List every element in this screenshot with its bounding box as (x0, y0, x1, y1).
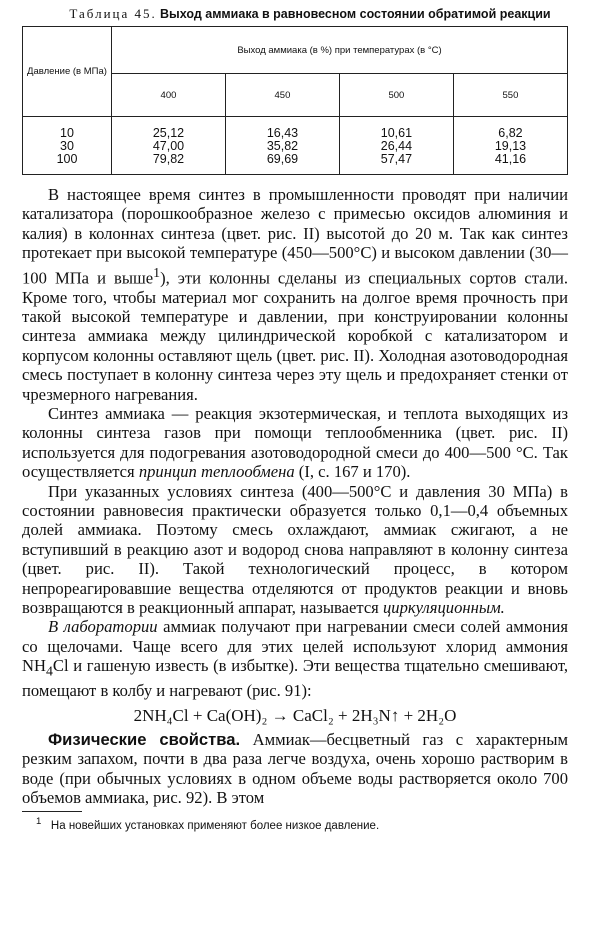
table-cell: 69,69 (266, 152, 299, 166)
table-cell: 26,44 (380, 139, 413, 153)
yield-column-400 (112, 117, 226, 175)
table-cell: 6,82 (498, 126, 523, 140)
table-cell: 35,82 (266, 139, 299, 153)
header-yield: Выход аммиака (в %) при температурах (в °С) (112, 27, 568, 74)
pressure-10: 10 (60, 126, 74, 140)
body-text (22, 185, 568, 807)
table-cell: 10,61 (380, 126, 413, 140)
table-row (23, 117, 568, 175)
footnote-ref: 1 (153, 264, 161, 280)
yield-column-550 (453, 117, 567, 175)
text-run: Синтез аммиака — реакция экзотермическая, и теплота выходящих из колонны синтеза газов при помощи теплообменника (цвет. рис. II) используется для подогревания азотоводородной смеси до 400—500 °С. Так осуществляется (22, 404, 568, 482)
yield-column-450 (225, 117, 339, 175)
section-heading: Физические свойства. (48, 729, 241, 749)
text-run: (I, с. 167 и 170). (294, 462, 411, 482)
pressure-30: 30 (60, 139, 74, 153)
paragraph-heat-exchange (22, 404, 568, 482)
footnote-text: На новейших установках применяют более низкое давление. (50, 820, 380, 833)
paragraph-circulation (22, 482, 568, 618)
ammonia-yield-table (22, 26, 568, 175)
paragraph-industrial-synthesis (22, 185, 568, 404)
text-run: аммиак получают при нагревании смеси солей аммония со щелочами. Чаще всего для этих целей используют хлорид аммония NH (22, 617, 568, 676)
footnote-mark: 1 (36, 816, 42, 828)
text-run: При указанных условиях синтеза (400—500°С и давления 30 МПа) в состоянии равновесия практически образуется только 0,1—0,4 объемных долей аммиака. Поэтому смесь охлаждают, аммиак сжигают, а не вступивший в реакцию азот и водород снова направляют в колонну синтеза (цвет. рис. II). Такой технологический процесс, в котором непрореагировавшие вещества отделяются от продуктов реакции и вновь возвращаются в реакционный аппарат, называется (22, 481, 568, 618)
text-run: Cl и гашеную известь (в избытке). Эти вещества тщательно смешивают, помещают в колбу и нагревают (рис. 91): (22, 656, 568, 700)
subscript: 4 (45, 663, 53, 679)
footnote-divider (22, 811, 82, 812)
text-run: В настоящее время синтез в промышленности проводят при наличии катализатора (порошкообразное железо с примесью оксидов алюминия и калия) в колоннах синтеза (цвет. рис. II) высотой до 20 м. Так как синтез протекает при высокой температуре (450—500°С) и высоком давлении (30—100 МПа и выше (22, 185, 568, 288)
term-laboratory: В лаборатории (48, 617, 158, 637)
table-cell: 47,00 (152, 139, 185, 153)
text-run: ), эти колонны сделаны из специальных сортов стали. Кроме того, чтобы материал мог сохранить на долгое время прочность при такой высокой температуре и давлении, при конструировании колонны синтеза аммиака между цилиндрической коробкой с катализатором и корпусом колонны оставляют щель (цвет. рис. II). Холодная азотоводородная смесь поступает в колонну синтеза через эту щель и предохраняет стенки от чрезмерного нагревания. (22, 268, 569, 404)
header-temp-450: 450 (225, 74, 339, 117)
pressure-100: 100 (56, 152, 78, 166)
table-number: Таблица 45. (69, 6, 157, 21)
term-circulation: циркуляционным. (382, 598, 505, 618)
table-cell: 19,13 (494, 139, 527, 153)
table-cell: 57,47 (380, 152, 413, 166)
header-temp-400: 400 (112, 74, 226, 117)
header-temp-500: 500 (339, 74, 453, 117)
header-temp-550: 550 (453, 74, 567, 117)
paragraph-physical-properties (22, 730, 568, 808)
term-heat-exchange: принцип теплообмена (138, 462, 295, 482)
paragraph-laboratory (22, 617, 568, 700)
table-title: Выход аммиака в равновесном состоянии обратимой реакции (160, 7, 551, 21)
yield-column-500 (339, 117, 453, 175)
table-cell: 16,43 (266, 126, 299, 140)
table-cell: 79,82 (152, 152, 185, 166)
text-run: Аммиак—бесцветный газ с характерным резким запахом, почти в два раза легче воздуха, очень хорошо растворим в воде (при обычных условиях в одном объеме воды растворяется около 700 объемов аммиака, рис. 92). В этом (22, 729, 568, 808)
reaction-equation: 2NH₄Cl + Ca(OH)₂ → CaCl₂ + 2H₃N↑ + 2H₂O (133, 706, 457, 726)
pressure-column (23, 117, 112, 175)
table-cell: 25,12 (152, 126, 185, 140)
table-caption (52, 6, 568, 22)
header-pressure: Давление (в МПа) (23, 27, 112, 117)
footnote (22, 815, 568, 833)
table-cell: 41,16 (494, 152, 527, 166)
